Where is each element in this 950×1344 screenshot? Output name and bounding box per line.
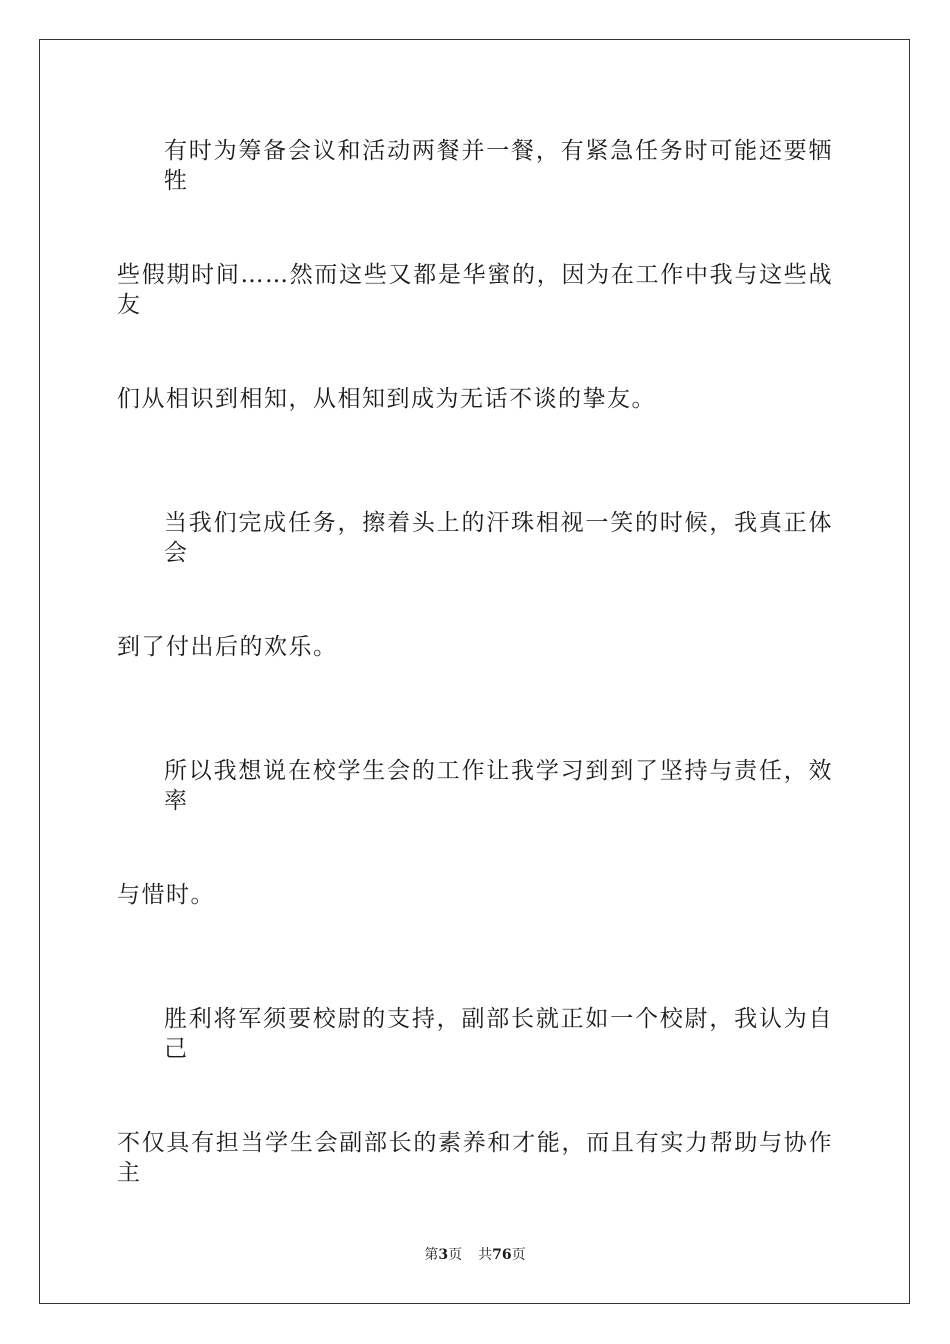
- total-pages: 76: [492, 1247, 512, 1263]
- text-line-7: 与惜时。: [117, 882, 215, 908]
- text-line-1: 有时为筹备会议和活动两餐并一餐，有紧急任务时可能还要牺牲: [164, 138, 833, 194]
- page-frame: [39, 39, 910, 1304]
- total-suffix: 页: [511, 1247, 526, 1263]
- page-prefix: 第: [424, 1247, 439, 1263]
- page-suffix: 页: [448, 1247, 463, 1263]
- text-line-4: 当我们完成任务，擦着头上的汗珠相视一笑的时候，我真正体会: [164, 510, 833, 566]
- text-line-5: 到了付出后的欢乐。: [117, 634, 338, 660]
- text-line-6: 所以我想说在校学生会的工作让我学习到到了坚持与责任，效率: [164, 758, 833, 814]
- page-number: 3: [438, 1247, 449, 1263]
- text-line-8: 胜利将军须要校尉的支持，副部长就正如一个校尉，我认为自己: [164, 1006, 833, 1062]
- text-line-2: 些假期时间……然而这些又都是华蜜的，因为在工作中我与这些战友: [117, 262, 833, 318]
- total-prefix: 共: [478, 1247, 493, 1263]
- text-line-9: 不仅具有担当学生会副部长的素养和才能，而且有实力帮助与协作主: [117, 1130, 833, 1186]
- page-footer: [0, 1245, 950, 1265]
- text-line-3: 们从相识到相知，从相知到成为无话不谈的挚友。: [117, 386, 656, 412]
